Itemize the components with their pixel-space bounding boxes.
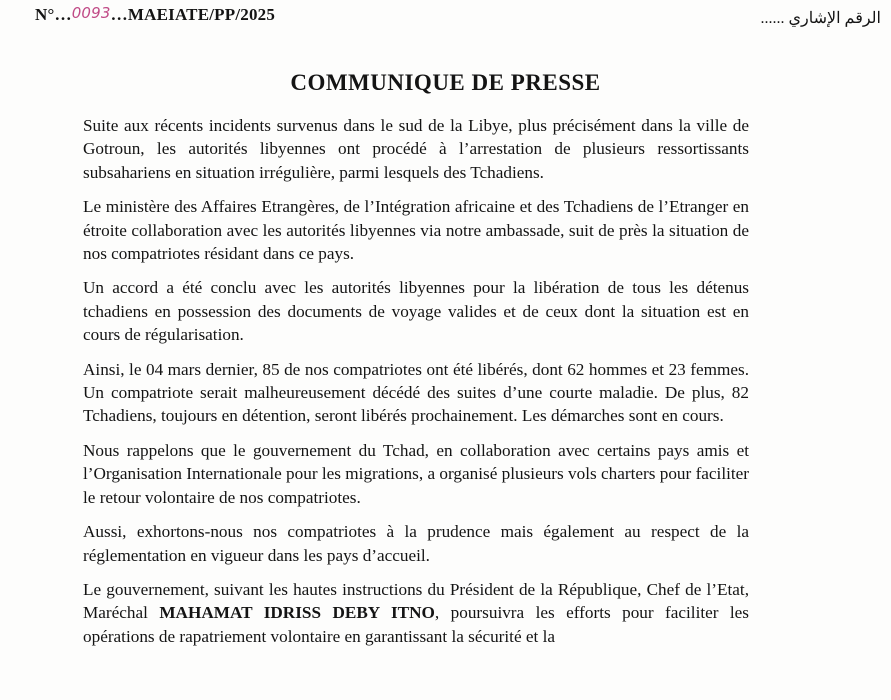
paragraph-7-end: , poursuivra les efforts pour faciliter les opérations de rapatriement volontaire en garantissant la sécurité et la (83, 603, 749, 646)
handwritten-reference-number: 0093 (71, 4, 111, 22)
reference-number (35, 5, 275, 25)
reference-dots-before: … (54, 5, 72, 24)
page-title: COMMUNIQUE DE PRESSE (290, 70, 601, 95)
president-name: MAHAMAT IDRISS DEBY ITNO (159, 603, 435, 623)
document-header (0, 2, 891, 32)
document-body (83, 114, 749, 648)
paragraph-7 (83, 578, 749, 648)
paragraph-6: Aussi, exhortons-nous nos compatriotes à la prudence mais également au respect de la réglementation en vigueur dans les pays d’accueil. (83, 522, 749, 565)
reference-prefix: N° (35, 5, 55, 24)
arabic-reference-label: الرقم الإشاري ...... (760, 10, 881, 27)
paragraph-4: Ainsi, le 04 mars dernier, 85 de nos compatriotes ont été libérés, dont 62 hommes et 23 femmes. Un compatriote serait malheureusement décédé des suites d’une courte maladie. De plus, 82 Tchadiens, toujours en détention, seront libérés prochainement. Les démarches sont en cours. (83, 359, 749, 426)
paragraph-7-start: Le gouvernement, suivant les hautes instructions du Président de la République, Chef de l’Etat, Maréchal (83, 579, 749, 623)
paragraph-1: Suite aux récents incidents survenus dans le sud de la Libye, plus précisément dans la ville de Gotroun, les autorités libyennes ont procédé à l’arrestation de plusieurs ressortissants subsahariens en situation irrégulière, parmi lesquels des Tchadiens. (83, 116, 749, 182)
paragraph-5: Nous rappelons que le gouvernement du Tchad, en collaboration avec certains pays amis et l’Organisation Internationale pour les migrations, a organisé plusieurs vols charters pour faciliter le retour volontaire de nos compatriotes. (83, 440, 749, 507)
reference-suffix: MAEIATE/PP/2025 (127, 5, 276, 24)
paragraph-3: Un accord a été conclu avec les autorités libyennes pour la libération de tous les détenus tchadiens en possession des documents de voyage valides et de ceux dont la situation est en cours de régularisation. (83, 278, 749, 345)
reference-dots-after: … (110, 5, 128, 24)
paragraph-2: Le ministère des Affaires Etrangères, de l’Intégration africaine et des Tchadiens de l’Etranger en étroite collaboration avec les autorités libyennes via notre ambassade, suit de près la situation de nos compatriotes résidant dans ce pays. (83, 197, 749, 264)
